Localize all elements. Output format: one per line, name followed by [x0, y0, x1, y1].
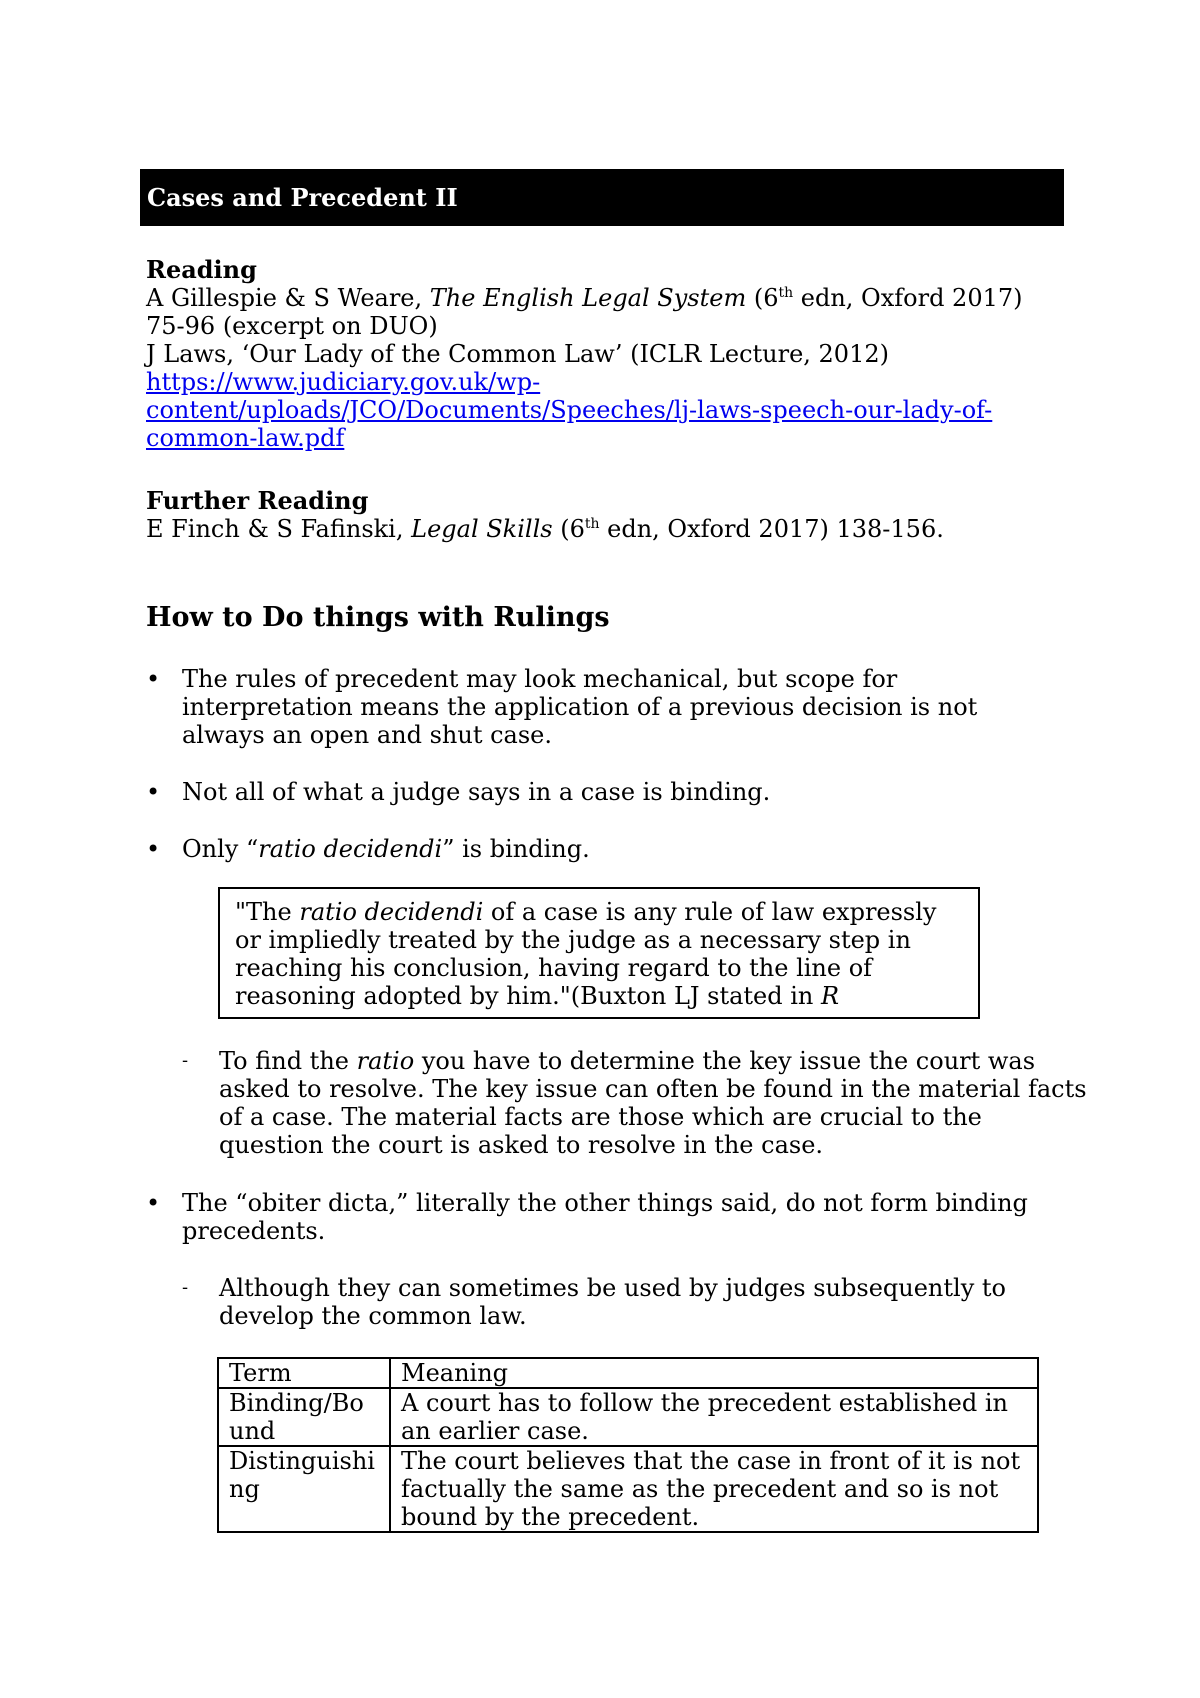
dash-text-part: To find the — [219, 1047, 357, 1075]
dash-text — [219, 1047, 1089, 1159]
bullet-icon: • — [146, 778, 161, 806]
quote-italic: R — [821, 982, 840, 1010]
bullet-text: Not all of what a judge says in a case is binding. — [182, 778, 771, 806]
bullet-icon: • — [146, 665, 161, 693]
table-header-cell: Term — [218, 1358, 390, 1388]
citation-authors: A Gillespie & S Weare, — [146, 284, 430, 312]
dash-marker: - — [182, 1277, 189, 1298]
citation-publisher: edn, Oxford 2017) 138-156. — [599, 515, 944, 543]
dash-marker: - — [182, 1050, 189, 1071]
reading-heading: Reading — [146, 255, 257, 284]
reading-citation-gillespie — [146, 284, 1076, 312]
term-cell — [218, 1388, 390, 1446]
term-line: und — [229, 1417, 276, 1445]
citation-edition: (6 — [552, 515, 585, 543]
citation-authors: E Finch & S Fafinski, — [146, 515, 412, 543]
term-line: Distinguishi — [229, 1447, 375, 1475]
reading-section — [146, 256, 1076, 452]
terms-table — [217, 1357, 1039, 1533]
table-row — [218, 1446, 1038, 1532]
table-row — [218, 1388, 1038, 1446]
bullet-icon: • — [146, 1189, 161, 1217]
meaning-cell: The court believes that the case in front of it is not factually the same as the precedent and so is not bound by the precedent. — [390, 1446, 1038, 1532]
bullet-text: The rules of precedent may look mechanical, but scope for interpretation means the application of a previous decision is not always an open and shut case. — [182, 665, 978, 749]
judiciary-link[interactable] — [146, 368, 1076, 452]
dash-text-part: you have to determine the key issue the court was asked to resolve. The key issue can often be found in the material facts of a case. The material facts are those which are crucial to the question the court is asked to resolve in the case. — [219, 1047, 1087, 1159]
bullet-text: The “obiter dicta,” literally the other things said, do not form binding precedents. — [182, 1189, 1028, 1245]
meaning-cell: A court has to follow the precedent established in an earlier case. — [390, 1388, 1038, 1446]
further-reading-section — [146, 487, 1076, 543]
further-reading-heading: Further Reading — [146, 486, 369, 515]
further-reading-citation — [146, 515, 1076, 543]
bullet-text — [182, 835, 1062, 863]
citation-publisher: edn, Oxford 2017) — [793, 284, 1023, 312]
judiciary-link-line-3[interactable]: common-law.pdf — [146, 424, 345, 452]
judiciary-link-line-2[interactable]: content/uploads/JCO/Documents/Speeches/lj-laws-speech-our-lady-of- — [146, 396, 993, 424]
bullet-icon: • — [146, 835, 161, 863]
term-line: ng — [229, 1475, 260, 1503]
bullet-text-part: ” is binding. — [442, 835, 590, 863]
citation-book-title: Legal Skills — [411, 515, 553, 543]
term-line: Binding/Bo — [229, 1389, 364, 1417]
citation-edition: (6 — [746, 284, 779, 312]
quote-part: "The — [235, 898, 300, 926]
ratio-quote-box — [218, 887, 980, 1019]
term-cell — [218, 1446, 390, 1532]
judiciary-link-line-1[interactable]: https://www.judiciary.gov.uk/wp- — [146, 368, 541, 396]
reading-citation-laws: J Laws, ‘Our Lady of the Common Law’ (ICLR Lecture, 2012) — [146, 340, 889, 368]
table-header-row — [218, 1358, 1038, 1388]
quote-part: of a case is any rule of law expressly or impliedly treated by the judge as a necessary step in reaching his conclusion, having regard to the line of reasoning adopted by him."(Buxton LJ stated in — [235, 898, 937, 1010]
ratio-quote-text — [235, 898, 970, 1010]
bullet-text-part: Only “ — [182, 835, 259, 863]
reading-citation-pages: 75-96 (excerpt on DUO) — [146, 312, 438, 340]
quote-italic: ratio decidendi — [299, 898, 484, 926]
dash-text-italic: ratio — [356, 1047, 415, 1075]
page-title: Cases and Precedent II — [147, 183, 458, 212]
citation-edition-suffix: th — [778, 285, 794, 301]
section-heading: How to Do things with Rulings — [146, 602, 610, 633]
dash-text: Although they can sometimes be used by judges subsequently to develop the common law. — [219, 1274, 1006, 1330]
citation-book-title: The English Legal System — [429, 284, 747, 312]
table-header-cell: Meaning — [390, 1358, 1038, 1388]
title-bar — [140, 169, 1064, 226]
bullet-text-italic: ratio decidendi — [258, 835, 443, 863]
citation-edition-suffix: th — [584, 516, 600, 532]
